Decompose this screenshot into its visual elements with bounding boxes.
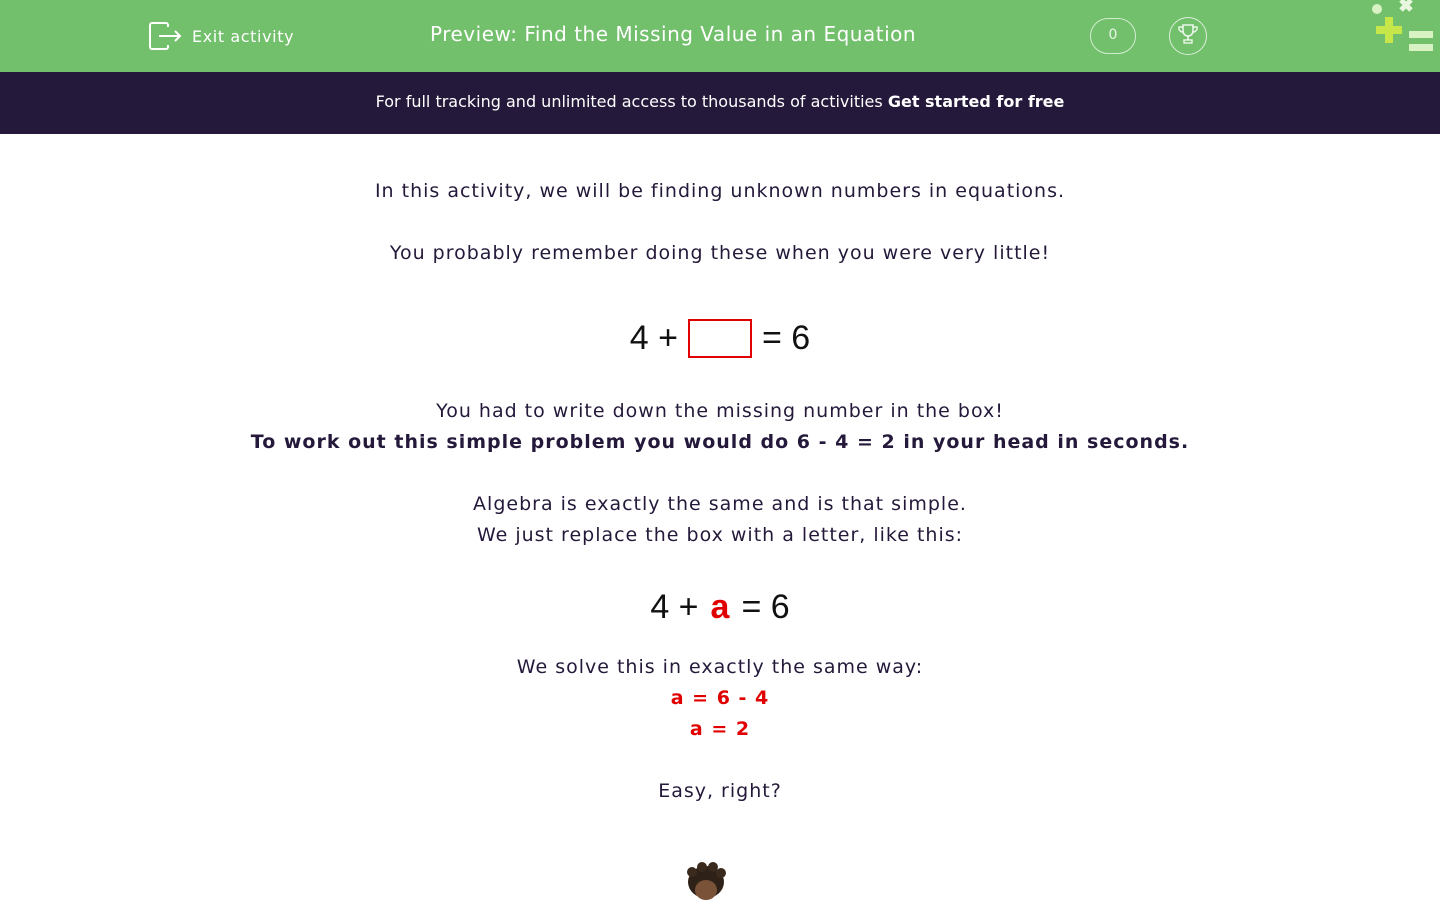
- trophy-button[interactable]: [1169, 17, 1207, 55]
- work-out-text: To work out this simple problem you would do 6 - 4 = 2 in your head in seconds.: [250, 431, 1190, 453]
- exit-activity-label: Exit activity: [192, 26, 295, 46]
- child-character-image: [682, 860, 732, 900]
- exit-activity-button[interactable]: [148, 19, 294, 53]
- intro-text: In this activity, we will be finding unknown numbers in equations.: [374, 180, 1066, 202]
- solve-text: We solve this in exactly the same way:: [516, 656, 924, 678]
- had-to-text: You had to write down the missing number in the box!: [436, 400, 1004, 422]
- equation-box: [0, 316, 1440, 360]
- remember-text: You probably remember doing these when you were very little!: [389, 242, 1051, 264]
- exit-icon: [148, 21, 182, 51]
- solution-step-2: a = 2: [689, 718, 751, 740]
- equation-left: 4 +: [629, 318, 678, 357]
- score-badge: 0: [1090, 18, 1136, 54]
- equation-variable: a: [710, 587, 730, 626]
- brand-logo: [1365, 0, 1440, 58]
- trophy-icon: [1176, 22, 1200, 50]
- equation-right: = 6: [741, 587, 790, 626]
- equation-left: 4 +: [650, 587, 699, 626]
- algebra-text-2: We just replace the box with a letter, like this:: [476, 524, 964, 546]
- solution-step-1: a = 6 - 4: [670, 687, 770, 709]
- banner-text: For full tracking and unlimited access to thousands of activities: [375, 92, 888, 111]
- easy-text: Easy, right?: [658, 780, 782, 802]
- get-started-link[interactable]: Get started for free: [887, 92, 1065, 111]
- equation-right: = 6: [762, 318, 811, 357]
- equation-letter: [0, 585, 1440, 629]
- missing-value-box: [688, 319, 752, 358]
- top-bar: [0, 0, 1440, 72]
- upgrade-banner: [0, 72, 1440, 134]
- page-title: Preview: Find the Missing Value in an Equation: [430, 22, 917, 46]
- algebra-text-1: Algebra is exactly the same and is that simple.: [473, 493, 967, 515]
